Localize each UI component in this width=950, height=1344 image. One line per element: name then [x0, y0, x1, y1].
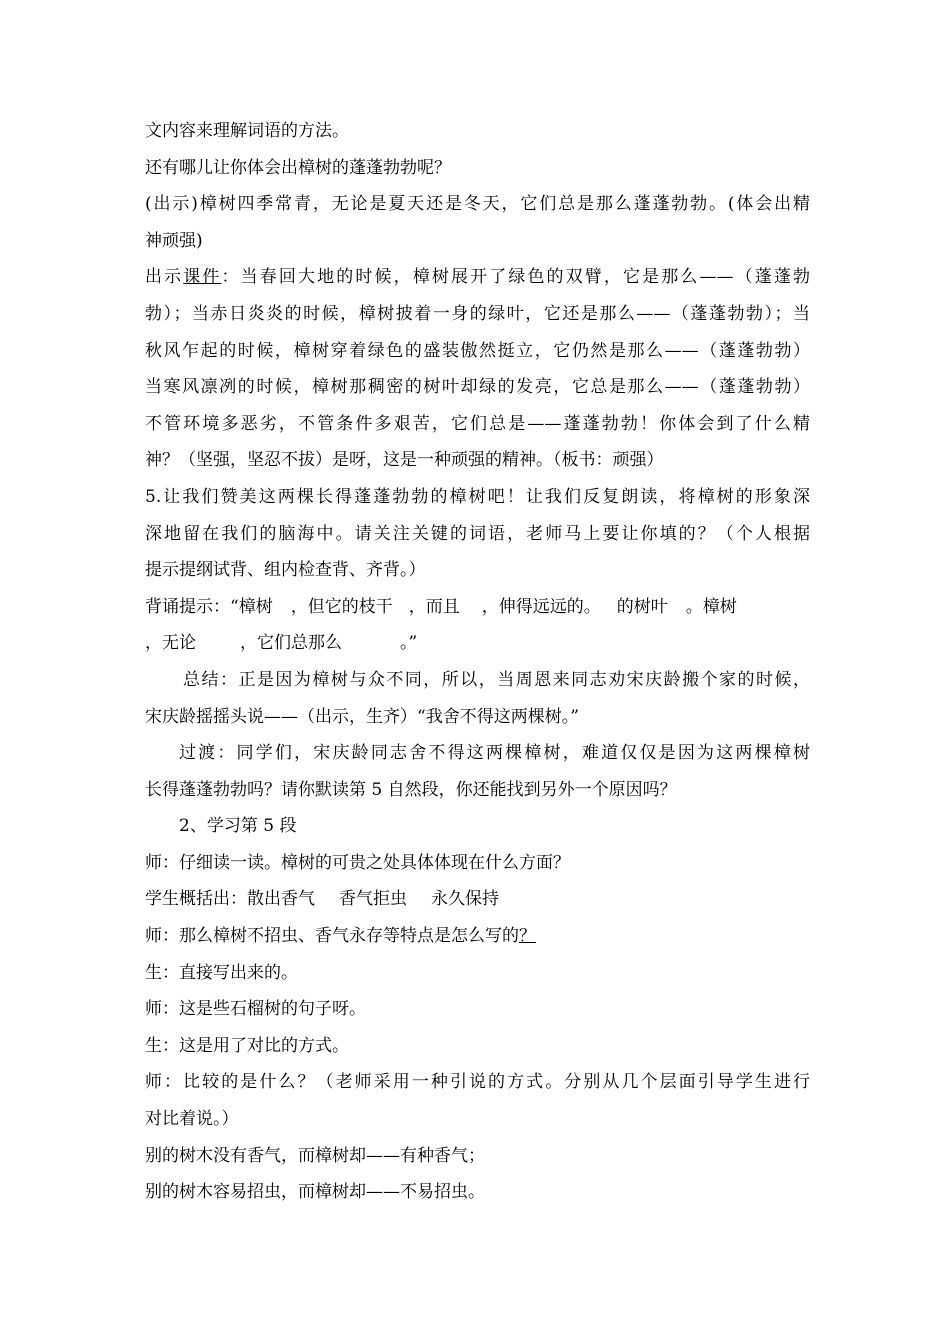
document-page: [145, 113, 810, 1211]
underlined-mark: ？: [519, 926, 536, 947]
paragraph-line: 生：直接写出来的。: [145, 962, 298, 983]
text-run: 。”: [400, 633, 418, 654]
text-run: 背诵提示：“樟树: [145, 596, 273, 617]
text-run: ，但它的枝干: [290, 596, 393, 617]
text-run: ：当春回大地的时候，樟树展开了绿色的双臂，它是那么——（蓬蓬勃: [221, 267, 811, 288]
paragraph-line: 神？（坚强，坚忍不拔）是呀，这是一种顽强的精神。（板书：顽强）: [145, 450, 664, 471]
text-run: ，无论: [145, 633, 196, 654]
text-run: 师：那么樟树不招虫、香气永存等特点是怎么写的: [145, 926, 519, 947]
paragraph-line: 长得蓬蓬勃勃吗？请你默读第 5 自然段，你还能找到另外一个原因吗？: [145, 779, 677, 800]
paragraph-line: 文内容来理解词语的方法。: [145, 121, 349, 141]
paragraph-line: 神顽强): [145, 230, 203, 251]
recitation-prompt-line: [145, 625, 810, 662]
underlined-term: 课件: [183, 267, 222, 288]
paragraph-line: 师：比较的是什么？（老师采用一种引说的方式。分别从几个层面引导学生进行: [145, 1072, 810, 1093]
text-run: 出示: [145, 267, 184, 288]
paragraph-line: 过渡：同学们，宋庆龄同志舍不得这两棵樟树，难道仅仅是因为这两棵樟树: [179, 743, 810, 764]
paragraph-line: 总结：正是因为樟树与众不同，所以，当周恩来同志劝宋庆龄搬个家的时候，: [183, 669, 810, 690]
paragraph-line: [145, 918, 810, 955]
text-run: 学生概括出：散出香气: [145, 889, 315, 910]
paragraph-line: 宋庆龄摇摇头说——（出示，生齐）“我舍不得这两棵树。”: [145, 706, 579, 727]
paragraph-line: 还有哪儿让你体会出樟树的蓬蓬勃勃呢？: [145, 157, 451, 178]
paragraph-line: 当寒风凛冽的时候，樟树那稠密的树叶却绿的发亮，它总是那么——（蓬蓬勃勃）: [145, 377, 810, 398]
paragraph-line: 师：仔细读一读。樟树的可贵之处具体体现在什么方面？: [145, 852, 570, 873]
text-run: ，伸得远远的。: [481, 596, 601, 617]
paragraph-line: [145, 259, 810, 296]
paragraph-line: 秋风乍起的时候，樟树穿着绿色的盛装傲然挺立，它仍然是那么——（蓬蓬勃勃）: [145, 340, 810, 361]
paragraph-line: 别的树木容易招虫，而樟树却——不易招虫。: [145, 1182, 485, 1203]
recitation-prompt-line: [145, 589, 810, 626]
text-run: 香气拒虫: [339, 889, 407, 910]
paragraph-line: 勃）；当赤日炎炎的时候，樟树披着一身的绿叶，它还是那么——（蓬蓬勃勃）；当: [145, 303, 810, 324]
text-run: ，它们总那么: [240, 633, 342, 654]
paragraph-line: 别的树木没有香气，而樟树却——有种香气；: [145, 1145, 485, 1166]
paragraph-line: [145, 881, 810, 918]
paragraph-line: (出示)樟树四季常青，无论是夏天还是冬天，它们总是那么蓬蓬勃勃。(体会出精: [145, 194, 810, 215]
text-run: 。樟树: [685, 596, 737, 617]
paragraph-line: 深地留在我们的脑海中。请关注关键的词语，老师马上要让你填的？（个人根据: [145, 523, 810, 544]
paragraph-line: 对比着说。）: [145, 1109, 239, 1130]
section-heading: 2、学习第 5 段: [179, 816, 297, 837]
paragraph-line: 5.让我们赞美这两棵长得蓬蓬勃勃的樟树吧！让我们反复朗读，将樟树的形象深: [145, 486, 810, 507]
text-run: 永久保持: [431, 889, 499, 910]
text-run: 的树叶: [616, 596, 668, 617]
paragraph-line: 不管环境多恶劣，不管条件多艰苦，它们总是——蓬蓬勃勃！你体会到了什么精: [145, 413, 810, 434]
paragraph-line: 提示提纲试背、组内检查背、齐背。）: [145, 560, 426, 581]
text-run: ，而且: [408, 596, 460, 617]
paragraph-line: 生：这是用了对比的方式。: [145, 1035, 349, 1056]
paragraph-line: 师：这是些石榴树的句子呀。: [145, 999, 366, 1020]
